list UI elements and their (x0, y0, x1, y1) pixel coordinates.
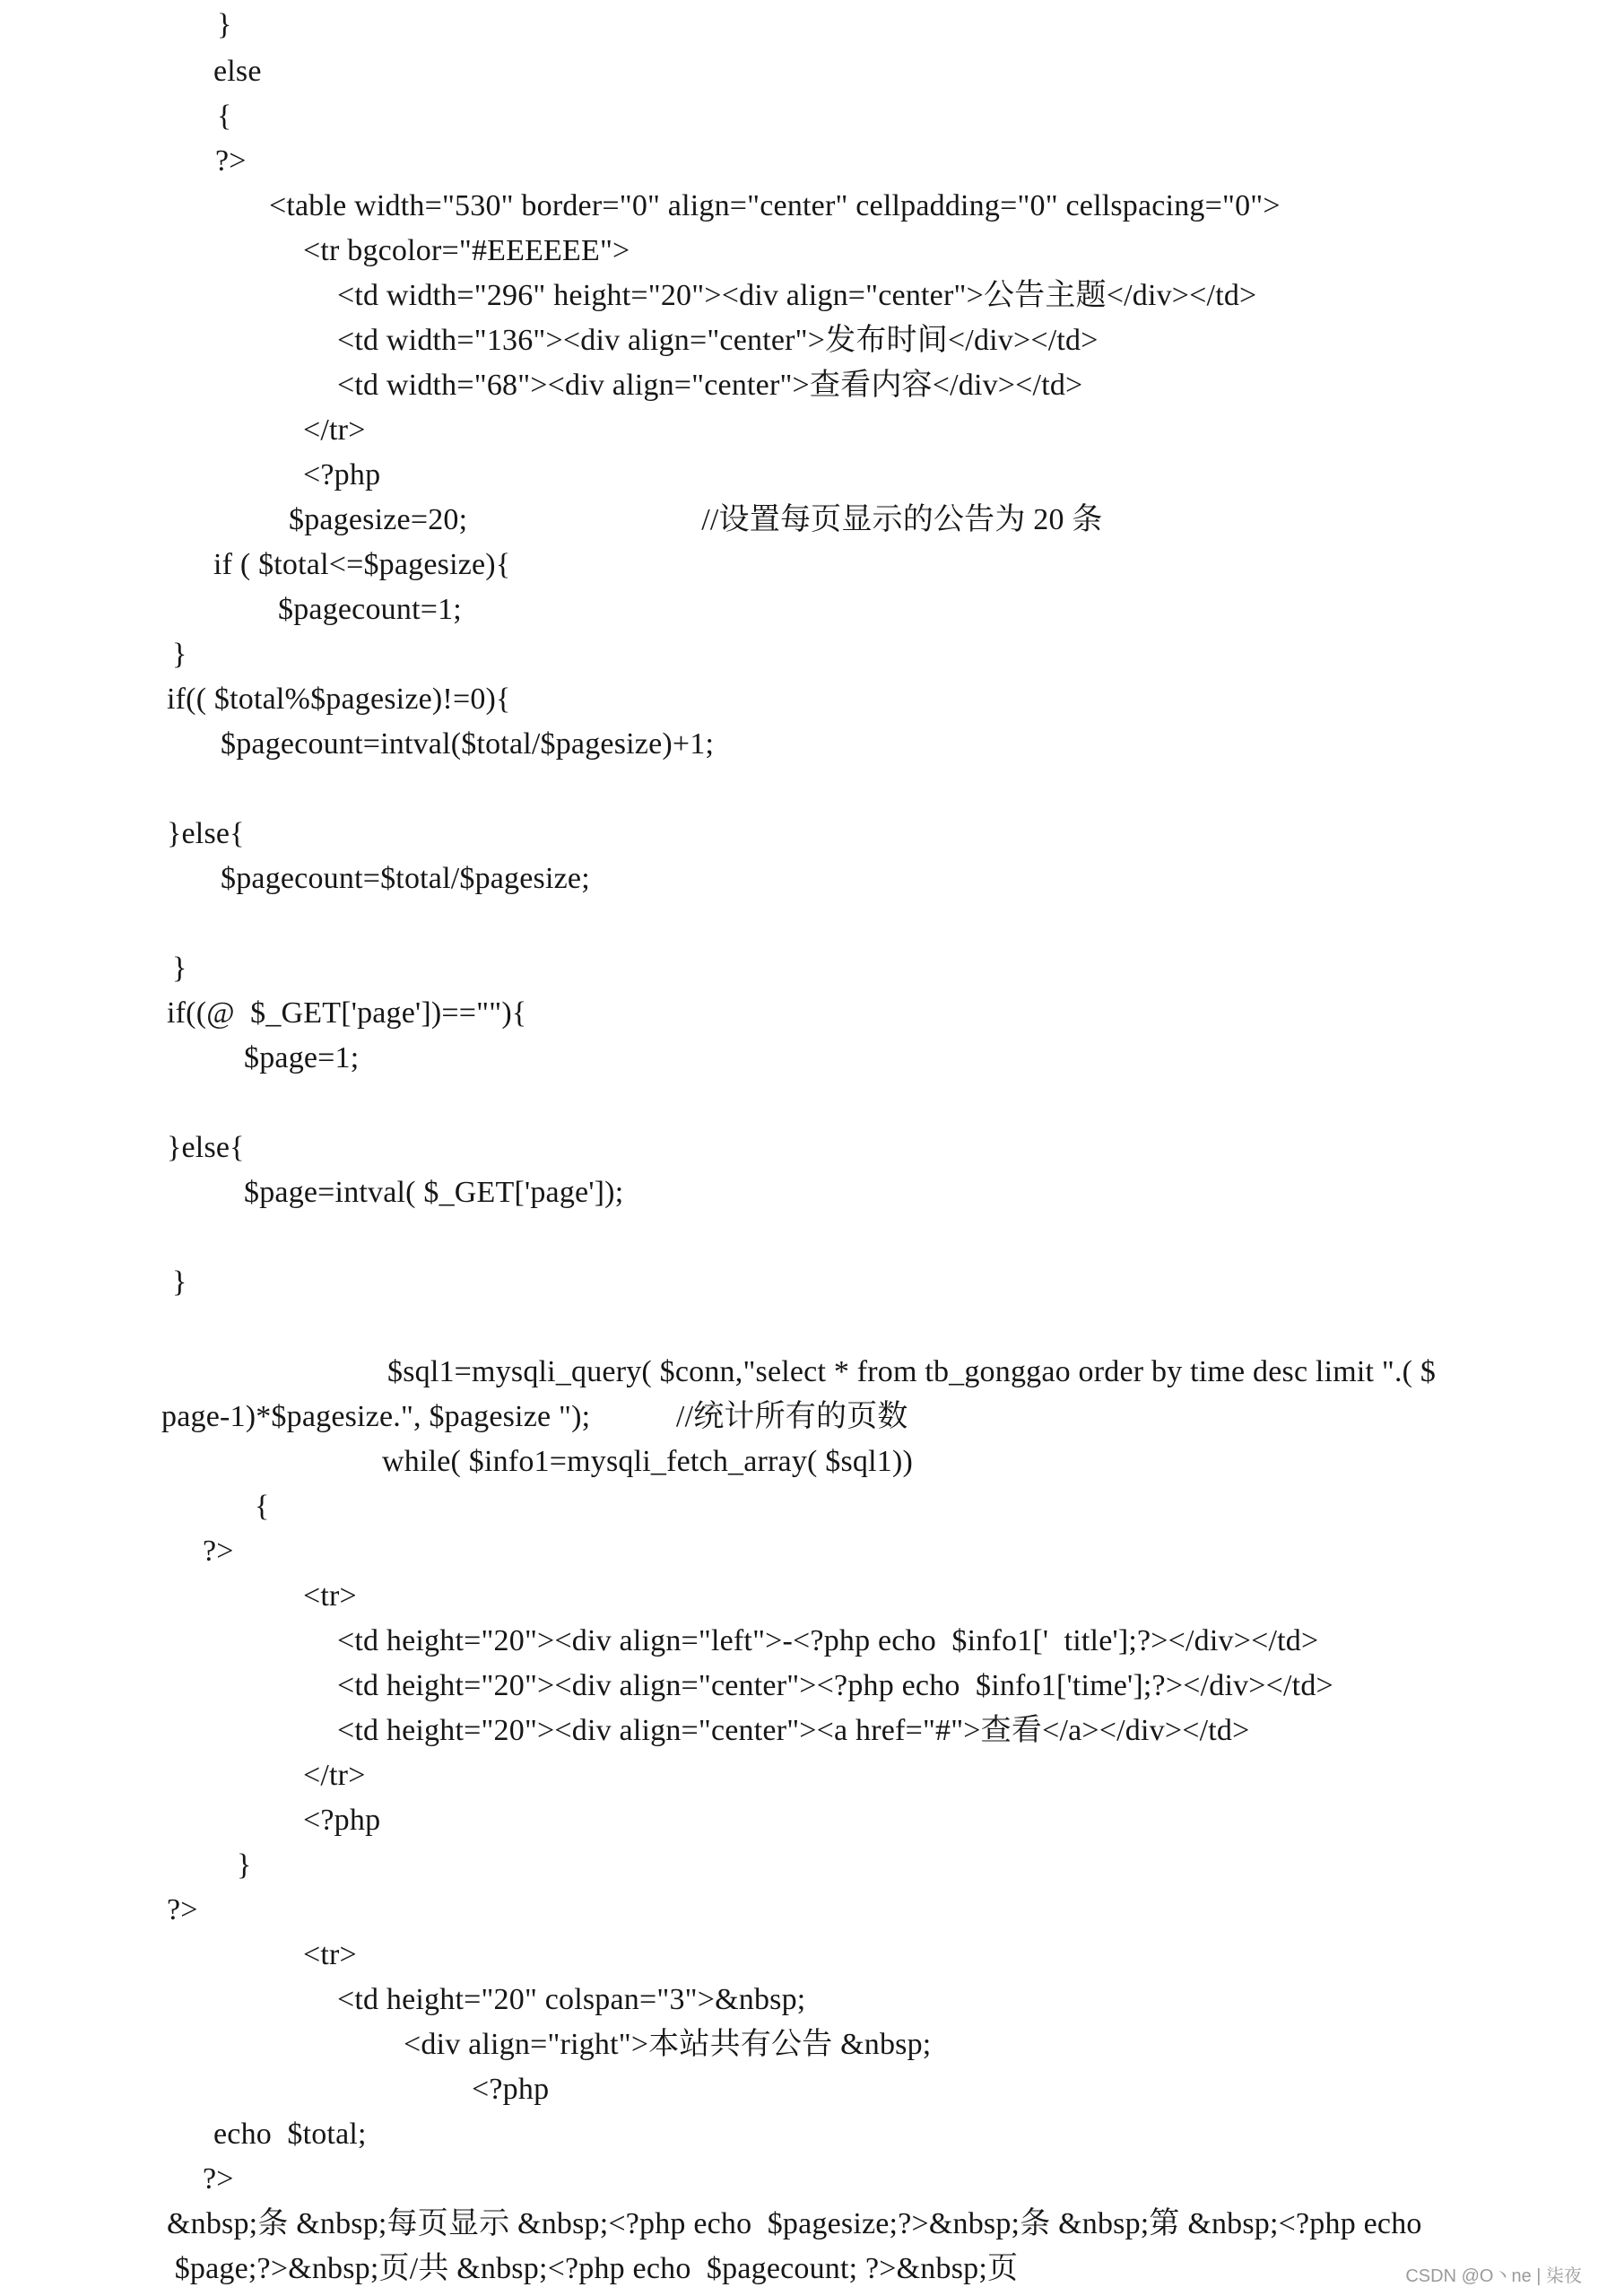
code-line: }else{ (167, 1131, 245, 1164)
code-line: ?> (203, 1535, 234, 1568)
watermark: CSDN @O丶ne | 柒夜 (1405, 2266, 1582, 2286)
code-line: <?php (472, 2073, 550, 2106)
code-line: }else{ (167, 817, 245, 850)
code-line: $pagesize=20; //设置每页显示的公告为 20 条 (289, 503, 1103, 536)
code-line: } (237, 1848, 252, 1882)
code-line: if(( $total%$pagesize)!=0){ (167, 683, 511, 716)
code-line: $pagecount=intval($total/$pagesize)+1; (221, 727, 715, 761)
code-line: &nbsp;条 &nbsp;每页显示 &nbsp;<?php echo $pagesize;?>&nbsp;条 &nbsp;第 &nbsp;<?php echo (167, 2207, 1422, 2240)
code-line: } (172, 638, 187, 671)
code-line: <td width="136"><div align="center">发布时间</div></td> (337, 324, 1099, 357)
code-line: <td height="20" colspan="3">&nbsp; (337, 1983, 806, 2016)
code-line: if ( $total<=$pagesize){ (213, 548, 511, 581)
code-line: ?> (167, 1893, 198, 1926)
code-line: } (172, 952, 187, 985)
code-line: } (172, 1265, 187, 1299)
code-line: <tr bgcolor="#EEEEEE"> (303, 234, 630, 267)
code-line: $sql1=mysqli_query( $conn,"select * from tb_gonggao order by time desc limit ".( $ (387, 1355, 1437, 1388)
code-line: ?> (203, 2162, 234, 2196)
code-line: while( $info1=mysqli_fetch_array( $sql1)) (382, 1445, 913, 1478)
code-line: $pagecount=1; (278, 593, 462, 626)
code-line: $pagecount=$total/$pagesize; (221, 862, 590, 895)
code-line: <td height="20"><div align="center"><a href="#">查看</a></div></td> (337, 1714, 1250, 1747)
code-line: } (217, 8, 232, 41)
code-line: <div align="right">本站共有公告 &nbsp; (404, 2028, 932, 2061)
code-line: <td height="20"><div align="left">-<?php echo $info1[' title'];?></div></td> (337, 1624, 1319, 1657)
code-line: echo $total; (213, 2118, 367, 2151)
code-line: <tr> (303, 1579, 357, 1613)
code-line: ?> (215, 144, 247, 178)
code-line: <?php (303, 1804, 381, 1837)
code-line: $page=intval( $_GET['page']); (244, 1176, 624, 1209)
code-line: if((@ $_GET['page'])==""){ (167, 996, 527, 1030)
code-line: <?php (303, 458, 381, 491)
code-line: <td width="68"><div align="center">查看内容</div></td> (337, 369, 1083, 402)
code-line: $page;?>&nbsp;页/共 &nbsp;<?php echo $pagecount; ?>&nbsp;页 (167, 2252, 1019, 2285)
code-line: { (217, 100, 232, 133)
code-line: else (213, 55, 262, 88)
code-line: <td height="20"><div align="center"><?php echo $info1['time'];?></div></td> (337, 1669, 1333, 1702)
code-line: <tr> (303, 1938, 357, 1971)
code-line: <td width="296" height="20"><div align="center">公告主题</div></td> (337, 279, 1257, 312)
code-line: </tr> (303, 1759, 366, 1792)
code-line: <table width="530" border="0" align="center" cellpadding="0" cellspacing="0"> (269, 189, 1281, 222)
code-line: $page=1; (244, 1041, 360, 1074)
code-line: page-1)*$pagesize.", $pagesize "); //统计所有的页数 (161, 1400, 908, 1433)
code-line: </tr> (303, 413, 366, 447)
code-line: { (255, 1490, 270, 1523)
